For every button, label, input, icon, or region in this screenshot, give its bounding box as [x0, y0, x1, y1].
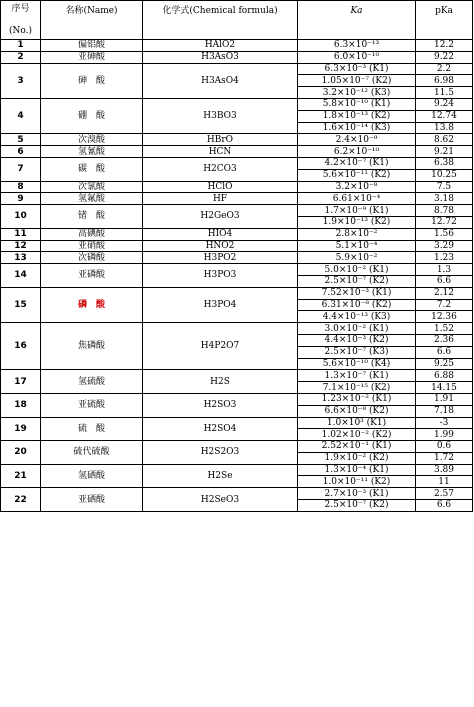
pka-value: 2.2	[416, 63, 473, 75]
ka-value: 4.4×10⁻¹³ (K3)	[298, 311, 416, 323]
ka-value: 3.0×10⁻² (K1)	[298, 323, 416, 335]
pka-value: 11	[416, 476, 473, 488]
chemical-formula: HNO2	[143, 240, 298, 252]
header-no	[1, 1, 41, 40]
table-row	[1, 98, 473, 110]
pka-value: 13.8	[416, 122, 473, 134]
ka-value: 3.2×10⁻¹² (K3)	[298, 87, 416, 99]
acid-name: 硫 酸	[41, 417, 143, 441]
acid-name: 偏铝酸	[41, 40, 143, 52]
ka-value: 5.6×10⁻¹⁰ (K4)	[298, 358, 416, 370]
chemical-formula: H2Se	[143, 464, 298, 488]
header-no-line1: 序号	[11, 3, 30, 14]
header-pka-label: pKa	[435, 6, 453, 16]
pka-value: 6.6	[416, 346, 473, 358]
chemical-formula: H2SeO3	[143, 488, 298, 512]
ka-value: 5.9×10⁻²	[298, 252, 416, 264]
row-number: 4	[1, 98, 41, 133]
acid-name: 砷 酸	[41, 63, 143, 98]
pka-value: 1.56	[416, 228, 473, 240]
pka-value: 9.21	[416, 146, 473, 158]
table-row	[1, 193, 473, 205]
ka-value: 7.1×10⁻¹⁵ (K2)	[298, 382, 416, 394]
chemical-formula: H3BO3	[143, 98, 298, 133]
row-number: 17	[1, 370, 41, 394]
acid-name: 亚磷酸	[41, 264, 143, 288]
pka-value: 6.88	[416, 370, 473, 382]
pka-value: 7.2	[416, 299, 473, 311]
row-number: 10	[1, 205, 41, 229]
row-number: 11	[1, 228, 41, 240]
acid-name: 次氯酸	[41, 181, 143, 193]
table-row	[1, 134, 473, 146]
ka-value: 6.61×10⁻⁴	[298, 193, 416, 205]
ka-value: 4.2×10⁻⁷ (K1)	[298, 157, 416, 169]
ka-value: 1.23×10⁻² (K1)	[298, 393, 416, 405]
chemical-formula: HIO4	[143, 228, 298, 240]
acid-name: 氢硫酸	[41, 370, 143, 394]
row-number: 8	[1, 181, 41, 193]
table-row	[1, 63, 473, 75]
row-number: 13	[1, 252, 41, 264]
table-row	[1, 264, 473, 276]
table-row	[1, 393, 473, 405]
pka-value: 6.6	[416, 500, 473, 512]
ka-value: 6.6×10⁻⁸ (K2)	[298, 405, 416, 417]
ka-value: 1.8×10⁻¹³ (K2)	[298, 110, 416, 122]
ka-value: 5.8×10⁻¹⁰ (K1)	[298, 98, 416, 110]
header-pka	[416, 1, 473, 40]
ka-value: 1.05×10⁻⁷ (K2)	[298, 75, 416, 87]
chemical-formula: HAlO2	[143, 40, 298, 52]
ka-value: 2.5×10⁻⁷ (K2)	[298, 275, 416, 287]
row-number: 20	[1, 441, 41, 465]
row-number: 12	[1, 240, 41, 252]
pka-value: 12.36	[416, 311, 473, 323]
table-row	[1, 157, 473, 169]
chemical-formula: H3AsO4	[143, 63, 298, 98]
ka-value: 1.9×10⁻¹³ (K2)	[298, 216, 416, 228]
ka-value: 1.9×10⁻² (K2)	[298, 452, 416, 464]
pka-value: 12.2	[416, 40, 473, 52]
acid-name: 氢氟酸	[41, 193, 143, 205]
table-row	[1, 488, 473, 500]
pka-value: -3	[416, 417, 473, 429]
row-number: 22	[1, 488, 41, 512]
row-number: 1	[1, 40, 41, 52]
acid-name: 氢氰酸	[41, 146, 143, 158]
table-row	[1, 252, 473, 264]
ka-value: 6.3×10⁻¹³	[298, 40, 416, 52]
row-number: 6	[1, 146, 41, 158]
acid-name: 次磷酸	[41, 252, 143, 264]
acid-name: 亚硝酸	[41, 240, 143, 252]
pka-value: 1.91	[416, 393, 473, 405]
header-row	[1, 1, 473, 40]
acid-name: 亚砷酸	[41, 51, 143, 63]
pka-value: 0.6	[416, 441, 473, 453]
row-number: 7	[1, 157, 41, 181]
row-number: 21	[1, 464, 41, 488]
chemical-formula: HF	[143, 193, 298, 205]
chemical-formula: HBrO	[143, 134, 298, 146]
chemical-formula: HClO	[143, 181, 298, 193]
table-row	[1, 51, 473, 63]
chemical-formula: HCN	[143, 146, 298, 158]
chemical-formula: H4P2O7	[143, 323, 298, 370]
chemical-formula: H2SO4	[143, 417, 298, 441]
ka-value: 1.0×10³ (K1)	[298, 417, 416, 429]
pka-value: 6.6	[416, 275, 473, 287]
pka-value: 6.38	[416, 157, 473, 169]
chemical-formula: H2SO3	[143, 393, 298, 417]
pka-value: 3.18	[416, 193, 473, 205]
header-ka	[298, 1, 416, 40]
row-number: 3	[1, 63, 41, 98]
table-row	[1, 228, 473, 240]
ka-value: 1.6×10⁻¹⁴ (K3)	[298, 122, 416, 134]
ka-value: 6.2×10⁻¹⁰	[298, 146, 416, 158]
pka-value: 7.5	[416, 181, 473, 193]
chemical-formula: H2GeO3	[143, 205, 298, 229]
pka-value: 9.22	[416, 51, 473, 63]
chemical-formula: H2S2O3	[143, 441, 298, 465]
pka-value: 8.78	[416, 205, 473, 217]
acid-name: 硼 酸	[41, 98, 143, 133]
acid-name: 碳 酸	[41, 157, 143, 181]
ka-value: 1.0×10⁻¹¹ (K2)	[298, 476, 416, 488]
acid-name: 焦磷酸	[41, 323, 143, 370]
ka-value: 1.3×10⁻⁴ (K1)	[298, 464, 416, 476]
pka-value: 3.29	[416, 240, 473, 252]
pka-value: 1.52	[416, 323, 473, 335]
chemical-formula: H2S	[143, 370, 298, 394]
ka-value: 3.2×10⁻⁸	[298, 181, 416, 193]
ka-value: 6.31×10⁻⁸ (K2)	[298, 299, 416, 311]
table-row	[1, 181, 473, 193]
row-number: 9	[1, 193, 41, 205]
table-row	[1, 417, 473, 429]
ka-value: 7.52×10⁻³ (K1)	[298, 287, 416, 299]
header-no-line2: (No.)	[8, 25, 33, 36]
header-name: 名称(Name)	[41, 1, 143, 40]
ka-value: 5.1×10⁻⁴	[298, 240, 416, 252]
pka-value: 14.15	[416, 382, 473, 394]
ka-value: 1.3×10⁻⁷ (K1)	[298, 370, 416, 382]
pka-value: 7.18	[416, 405, 473, 417]
row-number: 16	[1, 323, 41, 370]
pka-value: 10.25	[416, 169, 473, 181]
ka-value: 2.8×10⁻²	[298, 228, 416, 240]
ka-value: 6.0×10⁻¹⁰	[298, 51, 416, 63]
row-number: 5	[1, 134, 41, 146]
chemical-formula: H3PO4	[143, 287, 298, 322]
ka-value: 5.6×10⁻¹¹ (K2)	[298, 169, 416, 181]
pka-value: 1.99	[416, 429, 473, 441]
header-formula: 化学式(Chemical formula)	[143, 1, 298, 40]
acid-name: 高碘酸	[41, 228, 143, 240]
row-number: 15	[1, 287, 41, 322]
table-row	[1, 40, 473, 52]
ka-value: 2.7×10⁻³ (K1)	[298, 488, 416, 500]
table-row	[1, 441, 473, 453]
pka-value: 2.57	[416, 488, 473, 500]
row-number: 2	[1, 51, 41, 63]
row-number: 19	[1, 417, 41, 441]
pka-value: 2.36	[416, 334, 473, 346]
pka-value: 12.74	[416, 110, 473, 122]
chemical-formula: H3AsO3	[143, 51, 298, 63]
acid-name: 次溴酸	[41, 134, 143, 146]
table-row	[1, 287, 473, 299]
acid-name: 氢硒酸	[41, 464, 143, 488]
ka-value: 2.4×10⁻⁹	[298, 134, 416, 146]
pka-value: 1.3	[416, 264, 473, 276]
pka-value: 2.12	[416, 287, 473, 299]
ka-value: 2.5×10⁻⁷ (K3)	[298, 346, 416, 358]
acid-name: 硫代硫酸	[41, 441, 143, 465]
pka-value: 1.23	[416, 252, 473, 264]
row-number: 18	[1, 393, 41, 417]
pka-value: 6.98	[416, 75, 473, 87]
pka-value: 12.72	[416, 216, 473, 228]
pka-value: 8.62	[416, 134, 473, 146]
pka-value: 9.24	[416, 98, 473, 110]
ka-value: 5.0×10⁻² (K1)	[298, 264, 416, 276]
table-row	[1, 323, 473, 335]
chemical-formula: H3PO2	[143, 252, 298, 264]
acid-name: 亚硒酸	[41, 488, 143, 512]
ka-value: 6.3×10⁻³ (K1)	[298, 63, 416, 75]
chemical-formula: H2CO3	[143, 157, 298, 181]
ka-value: 2.52×10⁻¹ (K1)	[298, 441, 416, 453]
chemical-formula: H3PO3	[143, 264, 298, 288]
table-body	[1, 40, 473, 512]
header-ka-label: Ka	[350, 6, 363, 16]
pka-value: 9.25	[416, 358, 473, 370]
table-row	[1, 205, 473, 217]
table-row	[1, 370, 473, 382]
ka-value: 4.4×10⁻³ (K2)	[298, 334, 416, 346]
pka-value: 1.72	[416, 452, 473, 464]
pka-value: 11.5	[416, 87, 473, 99]
ka-value: 1.02×10⁻² (K2)	[298, 429, 416, 441]
acid-name: 亚硫酸	[41, 393, 143, 417]
acid-name: 磷 酸	[41, 287, 143, 322]
ka-value: 2.5×10⁻⁷ (K2)	[298, 500, 416, 512]
table-row	[1, 240, 473, 252]
ka-value: 1.7×10⁻⁹ (K1)	[298, 205, 416, 217]
table-row	[1, 464, 473, 476]
row-number: 14	[1, 264, 41, 288]
table-row	[1, 146, 473, 158]
pka-value: 3.89	[416, 464, 473, 476]
acid-name: 锗 酸	[41, 205, 143, 229]
